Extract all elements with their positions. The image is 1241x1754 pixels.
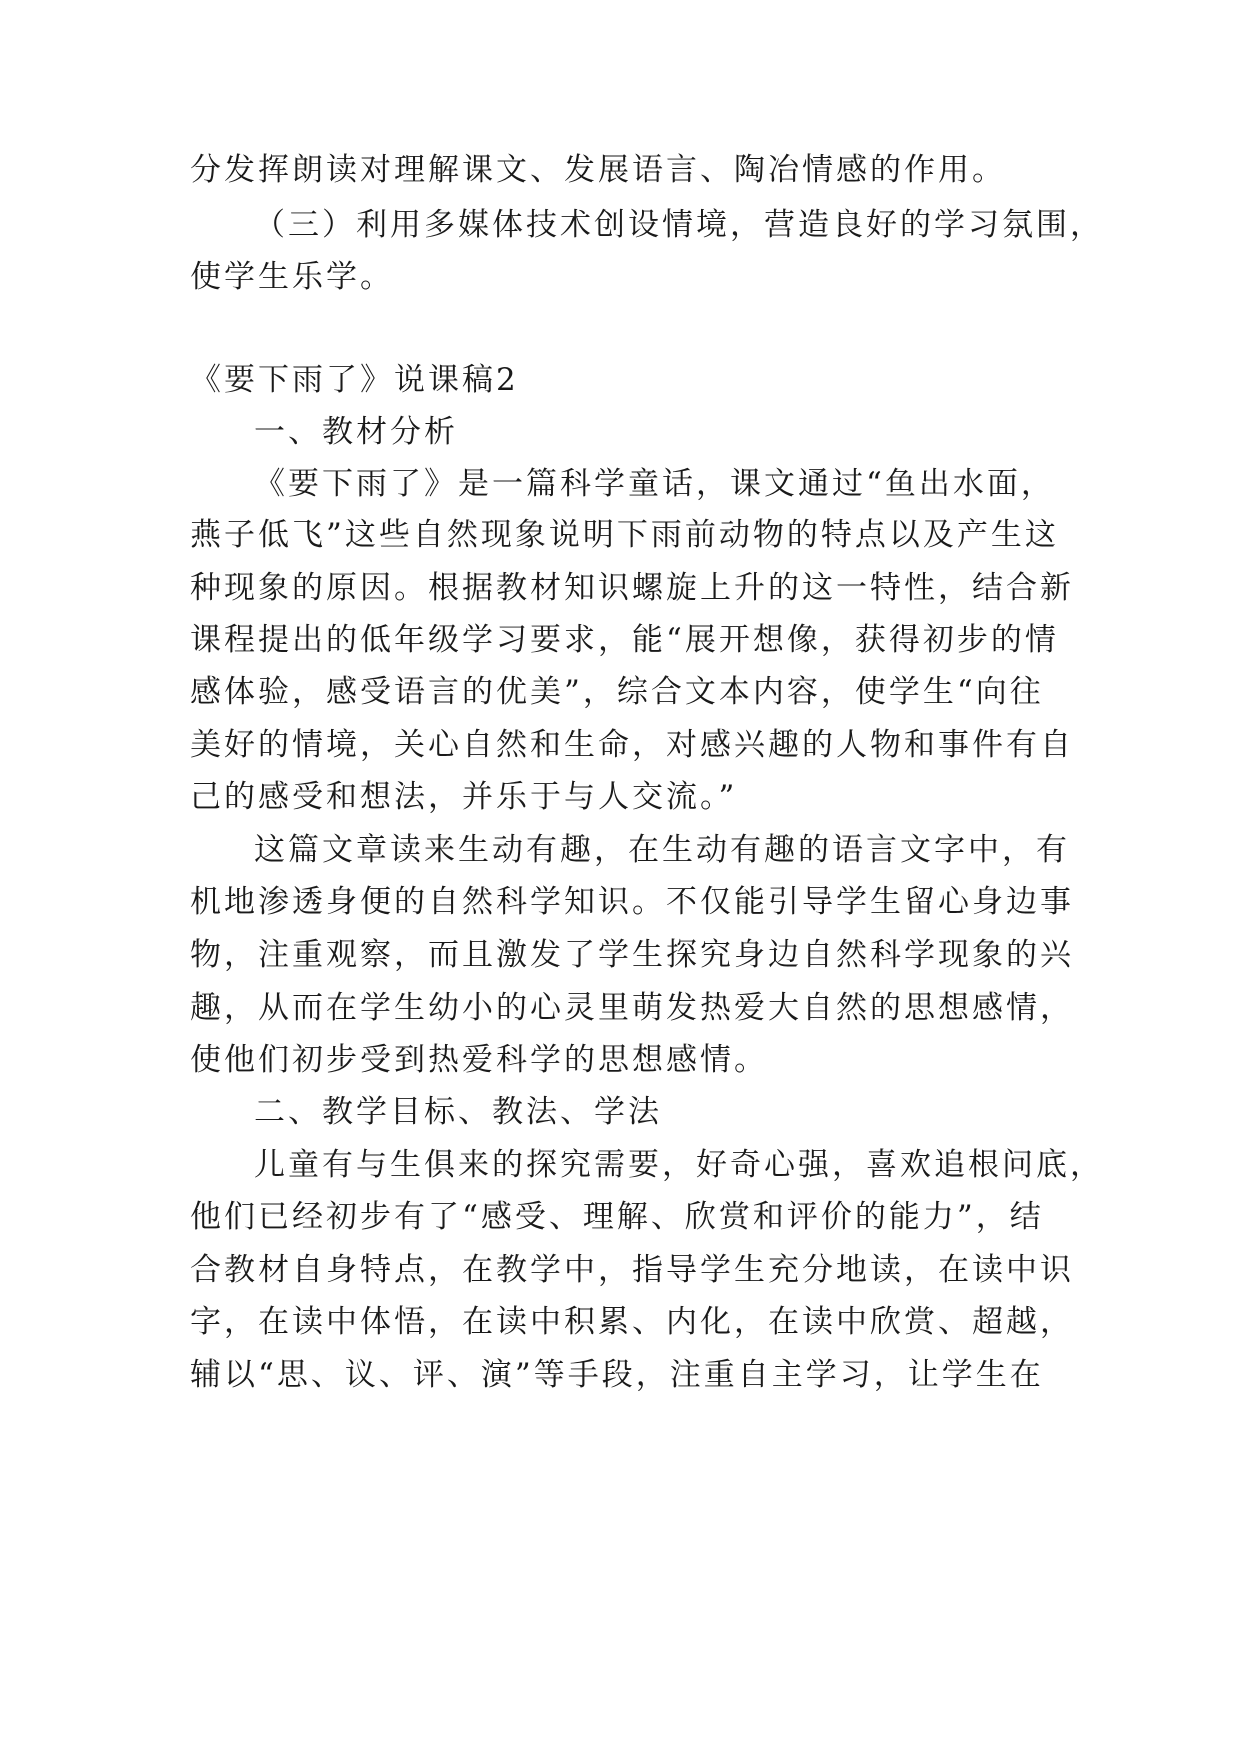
text-line: 种现象的原因。根据教材知识螺旋上升的这一特性，结合新 — [190, 570, 1074, 606]
text-line: 物，注重观察，而且激发了学生探究身边自然科学现象的兴 — [190, 937, 1074, 973]
text-line: 这篇文章读来生动有趣，在生动有趣的语言文字中，有 — [254, 832, 1070, 868]
text-line: （三）利用多媒体技术创设情境，营造良好的学习氛围， — [254, 207, 1104, 243]
section-heading: 二、教学目标、教法、学法 — [254, 1094, 662, 1130]
text-line: 字，在读中体悟，在读中积累、内化，在读中欣赏、超越， — [190, 1304, 1074, 1340]
text-line: 分发挥朗读对理解课文、发展语言、陶冶情感的作用。 — [190, 152, 1006, 188]
text-line: 使学生乐学。 — [190, 259, 394, 295]
text-line: 他们已经初步有了“感受、理解、欣赏和评价的能力”，结 — [190, 1199, 1044, 1235]
section-title: 《要下雨了》说课稿2 — [190, 362, 519, 398]
text-line: 课程提出的低年级学习要求，能“展开想像，获得初步的情 — [190, 622, 1059, 658]
section-heading: 一、教材分析 — [254, 414, 458, 450]
text-line: 合教材自身特点，在教学中，指导学生充分地读，在读中识 — [190, 1252, 1074, 1288]
text-line: 美好的情境，关心自然和生命，对感兴趣的人物和事件有自 — [190, 727, 1074, 763]
text-line: 《要下雨了》是一篇科学童话，课文通过“鱼出水面， — [254, 466, 1055, 502]
text-line: 儿童有与生俱来的探究需要，好奇心强，喜欢追根问底， — [254, 1147, 1104, 1183]
text-line: 机地渗透身便的自然科学知识。不仅能引导学生留心身边事 — [190, 884, 1074, 920]
text-line: 燕子低飞”这些自然现象说明下雨前动物的特点以及产生这 — [190, 517, 1059, 553]
text-line: 趣，从而在学生幼小的心灵里萌发热爱大自然的思想感情， — [190, 990, 1074, 1026]
text-line: 己的感受和想法，并乐于与人交流。” — [190, 779, 738, 815]
text-line: 使他们初步受到热爱科学的思想感情。 — [190, 1042, 768, 1078]
text-line: 感体验，感受语言的优美”，综合文本内容，使学生“向往 — [190, 674, 1044, 710]
text-line: 辅以“思、议、评、演”等手段，注重自主学习，让学生在 — [190, 1357, 1044, 1393]
